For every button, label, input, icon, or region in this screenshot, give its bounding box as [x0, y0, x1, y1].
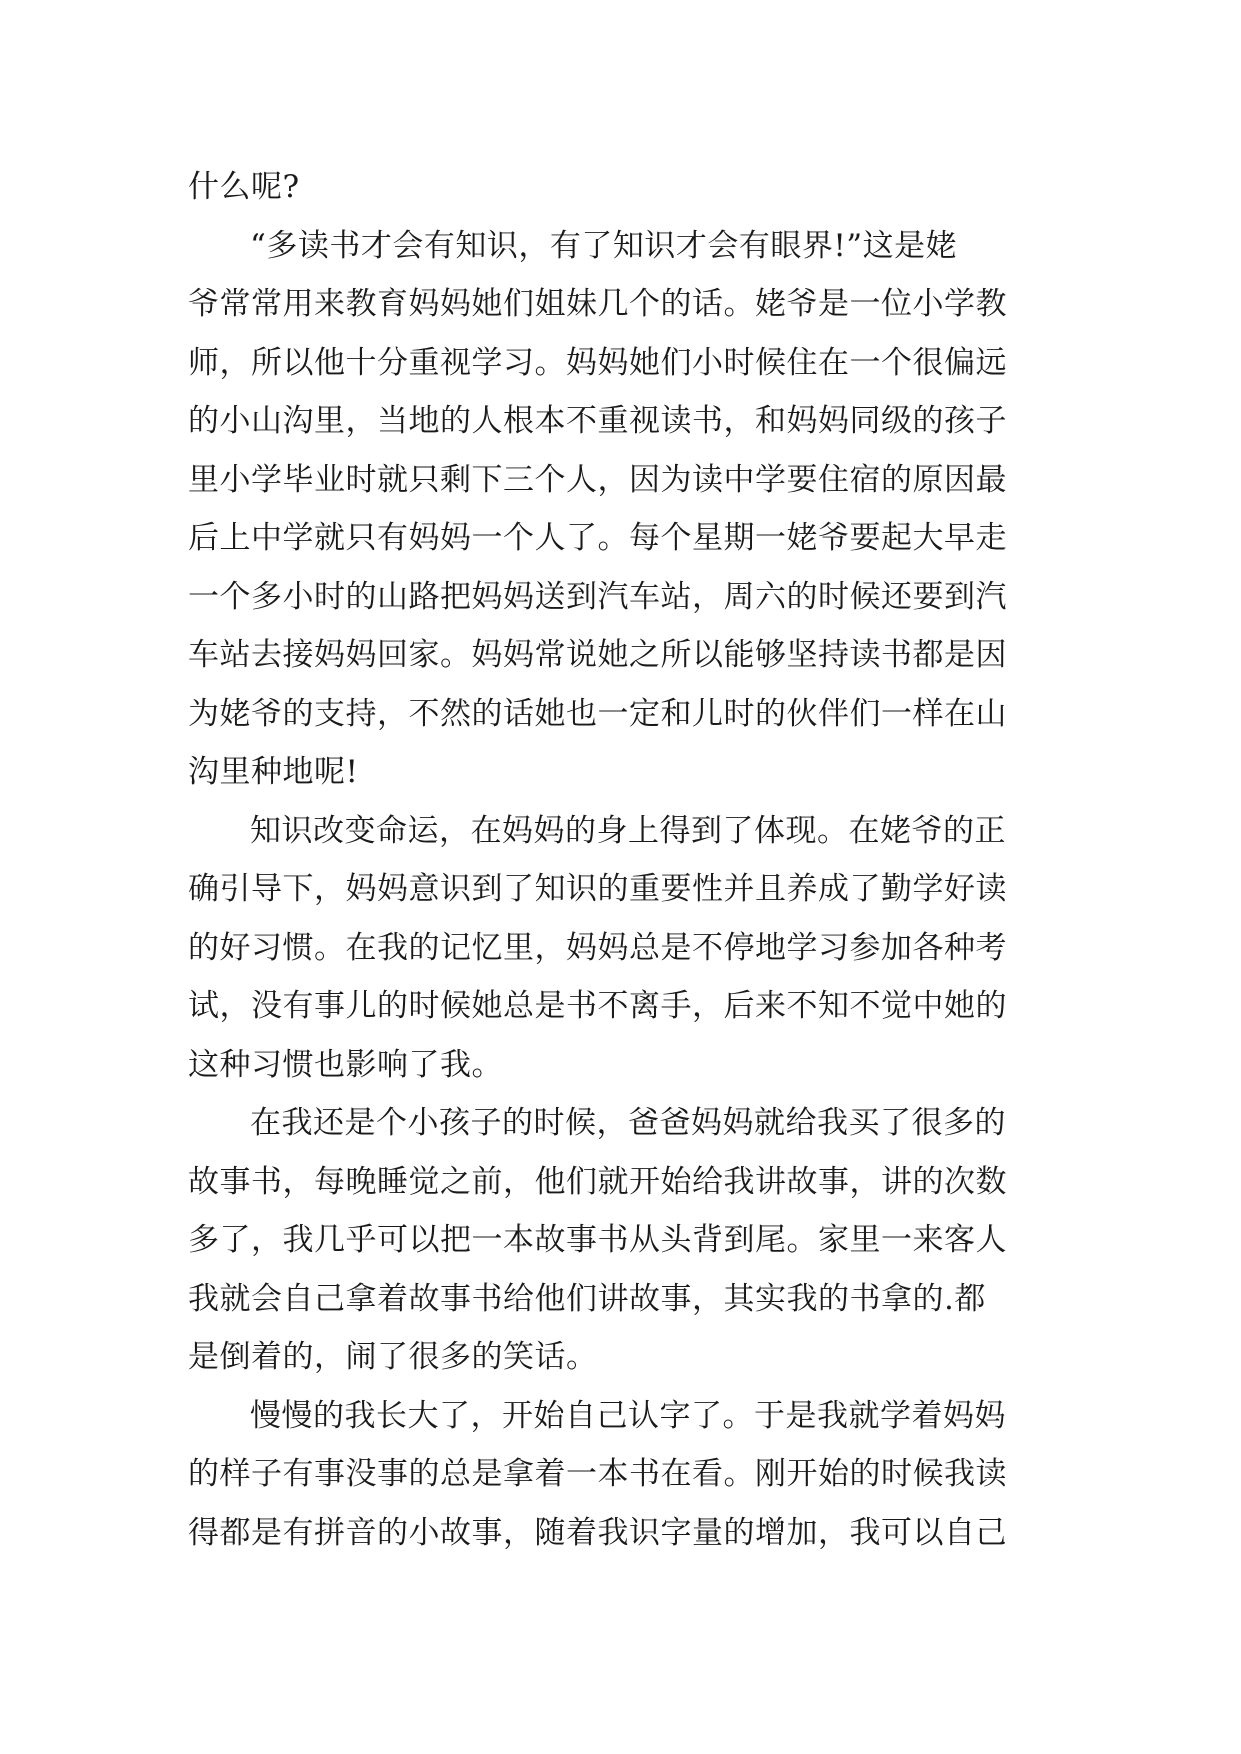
paragraph-5	[188, 1387, 1056, 1563]
text-line: 在我还是个小孩子的时候，爸爸妈妈就给我买了很多的	[250, 1105, 1006, 1141]
text-line: 沟里种地呢!	[188, 754, 359, 790]
paragraph-2	[188, 217, 1056, 802]
text-line: 的小山沟里，当地的人根本不重视读书，和妈妈同级的孩子	[188, 403, 1007, 439]
text-line: 这种习惯也影响了我。	[188, 1046, 503, 1083]
text-line: 什么呢?	[188, 169, 300, 205]
text-line: 爷常常用来教育妈妈她们姐妹几个的话。姥爷是一位小学教	[188, 286, 1007, 322]
text-line: 的样子有事没事的总是拿着一本书在看。刚开始的时候我读	[188, 1456, 1007, 1492]
paragraph-4	[188, 1094, 1056, 1387]
document-body	[188, 158, 1056, 1562]
text-line: 多了，我几乎可以把一本故事书从头背到尾。家里一来客人	[188, 1222, 1007, 1258]
paragraph-1	[188, 158, 1056, 217]
text-line: 车站去接妈妈回家。妈妈常说她之所以能够坚持读书都是因	[188, 637, 1007, 673]
text-line: 知识改变命运，在妈妈的身上得到了体现。在姥爷的正	[250, 812, 1006, 849]
text-line: 试，没有事儿的时候她总是书不离手，后来不知不觉中她的	[188, 988, 1007, 1024]
text-line: 的好习惯。在我的记忆里，妈妈总是不停地学习参加各种考	[188, 929, 1007, 966]
text-line: 我就会自己拿着故事书给他们讲故事，其实我的书拿的.都	[188, 1280, 986, 1317]
text-line: 为姥爷的支持，不然的话她也一定和儿时的伙伴们一样在山	[188, 695, 1007, 732]
text-line: 一个多小时的山路把妈妈送到汽车站，周六的时候还要到汽	[188, 578, 1007, 615]
text-line: 故事书，每晚睡觉之前，他们就开始给我讲故事，讲的次数	[188, 1163, 1007, 1200]
paragraph-3	[188, 802, 1056, 1095]
text-line: 慢慢的我长大了，开始自己认字了。于是我就学着妈妈	[250, 1397, 1006, 1434]
text-line: “多读书才会有知识，有了知识才会有眼界!”这是姥	[250, 227, 958, 264]
text-line: 确引导下，妈妈意识到了知识的重要性并且养成了勤学好读	[188, 871, 1007, 907]
text-line: 后上中学就只有妈妈一个人了。每个星期一姥爷要起大早走	[188, 520, 1007, 556]
text-line: 师，所以他十分重视学习。妈妈她们小时候住在一个很偏远	[188, 344, 1007, 381]
text-line: 里小学毕业时就只剩下三个人，因为读中学要住宿的原因最	[188, 461, 1007, 498]
text-line: 得都是有拼音的小故事，随着我识字量的增加，我可以自己	[188, 1514, 1007, 1551]
text-line: 是倒着的，闹了很多的笑话。	[188, 1339, 598, 1375]
